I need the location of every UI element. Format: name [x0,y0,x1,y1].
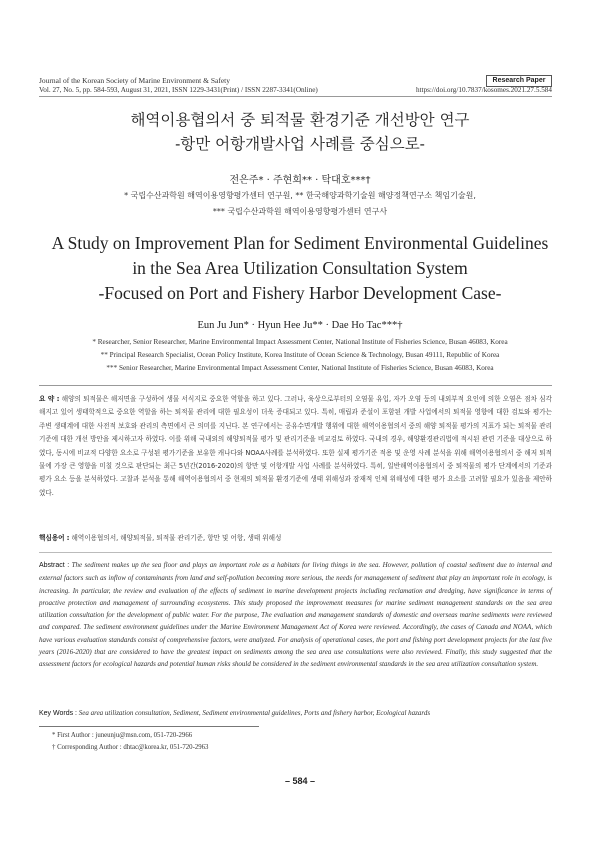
korean-keywords [39,532,552,542]
english-title-line2: in the Sea Area Utilization Consultation System [132,258,468,278]
korean-title-line1: 해역이용협의서 중 퇴적물 환경기준 개선방안 연구 [130,111,470,129]
korean-abstract-text: 해양의 퇴적물은 해저면을 구성하여 생물 서식지로 중요한 역할을 하고 있다. 그러나, 육상으로부터의 오염물 유입, 자가 오염 등의 내외부적 요인에 의한 오염은 점차 심각해지고 있어 생태학적으로 중요한 역할을 하는 퇴적물 관리에 대한 필요성이 더욱 증대되고 있다. 특히, 매립과 준설이 포함된 개발 사업에서의 퇴적물 영향에 대한 검토와 평가는 주변 생태계에 대한 사전적 보호와 관리의 측면에서 큰 의미를 지닌다. 본 연구에서는 공유수면개발 행위에 대한 해역이용협의서 중의 해양 퇴적물 평가의 지표가 되는 퇴적물 관리 기준에 대한 개선 방안을 제시하고자 하였다. 이를 위해 국내외의 해양퇴적물 평가 및 관리기준을 비교검토 하였다. 국내의 경우, 해양환경관리법에 적시된 관련 기준을 대상으로 하였다, 동시에 비교적 다양한 요소로 구성된 평가기준을 보유한 캐나다와 NOAA사례를 분석하였다. 또한 실제 평가기준 적용 및 운영 사례 분석을 위해 해역이용협의서 중 해저 퇴적물에 가장 큰 영향을 미칠 것으로 판단되는 최근 5년간(2016-2020)의 항만 및 어항개발 사업 사례를 분석하였다. 특히, 일반해역이용협의서 중 퇴적물의 평가 단계에서의 기준과 평가 요소 등을 분석하였다. 고찰과 분석을 통해 해역이용협의서 중 현재의 퇴적물 환경기준에 생태 위해성과 잠재적 인체 위해성에 대한 평가 요소를 고려할 필요가 있음을 제안하였다. [39,395,552,497]
page-number: – 584 – [284,776,316,786]
english-keywords-text: Sea area utilization consultation, Sediment, Sediment environmental guidelines, Ports and fishery harbor, Ecological hazards [78,709,431,717]
korean-affiliation1: * 국립수산과학원 해역이용영향평가센터 연구원, ** 한국해양과학기술원 해양정책연구소 책임기술원, [124,191,476,200]
english-affiliation1: * Researcher, Senior Researcher, Marine Environmental Impact Assessment Center, National Institute of Fisheries Science, Busan 46083, Korea [92,338,508,346]
english-abstract-label: Abstract : [39,562,70,569]
title-divider [39,385,552,386]
corresponding-author-footnote: † Corresponding Author : dhtac@korea.kr, 051-720-2963 [52,744,209,751]
first-author-footnote: * First Author : juneunju@msn.com, 051-720-2966 [52,732,193,739]
english-affiliation2: ** Principal Research Specialist, Ocean Policy Institute, Korea Institute of Ocean Science & Technology, Busan 49111, Republic of Korea [100,351,500,359]
english-abstract-text: The sediment makes up the sea floor and plays an important role as a habitats for living things in the sea. However, pollution of coastal sediment due to internal and external factors such as inflow of contaminants from land and self-pollution becoming more serious, the needs for management of sediment that play an important role in ecology, is increasing. In particular, the review and evaluation of the effects of sediment in marine development projects including reclamation and dredging, have significance in terms of proactive protection and management of surrounding ecosystems. This study proposed the improvement measures for marine sediment management standards on the sea area utilization consultation for the development of public water. For the purpose, The evaluation and management standards of domestic and overseas marine sediments were reviewed and compared. The sediment environment guidelines under the Marine Environment Management Act of Korea were reviewed. Accordingly, the cases of Canada and NOAA, which have various evaluation standards consist of comprehensive factors, were analyzed. For analysis of operational cases, the port and fishing port development projects for the last five years (2016-2020) that are considered to have the greatest impact on sediments among the sea area use consultations were also reviewed. Finally, this study suggested that the assessment factors for ecological hazards and potential human risks should be considered in the sediment environmental standards in the sea area utilization consultation system. [39,561,552,669]
english-affiliation3: *** Senior Researcher, Marine Environmental Impact Assessment Center, National Institute of Fisheries Science, Busan 46083, Korea [106,364,494,372]
korean-authors: 전은주* · 주현희** · 탁대호***† [229,175,371,186]
english-keywords-label: Key Words : [39,710,77,717]
korean-abstract-label: 요 약 : [39,395,60,403]
journal-name: Journal of the Korean Society of Marine Environment & Safety [39,76,230,85]
footnote-divider [39,726,259,727]
article-type-badge: Research Paper [486,75,552,87]
korean-keywords-label: 핵심용어 : [39,534,70,542]
korean-abstract [39,393,552,500]
english-keywords [39,709,552,717]
korean-keywords-text: 해역이용협의서, 해양퇴적물, 퇴적물 관리기준, 항만 및 어항, 생태 위해성 [71,534,282,542]
doi-link[interactable]: https://doi.org/10.7837/kosomes.2021.27.5.584 [415,86,552,94]
english-authors: Eun Ju Jun* · Hyun Hee Ju** · Dae Ho Tac***† [197,320,403,331]
abstract-divider [39,552,552,553]
header-divider [39,96,552,97]
english-title-line3: -Focused on Port and Fishery Harbor Development Case- [98,283,502,303]
english-abstract [39,559,552,671]
korean-title-line2: -항만 어항개발사업 사례를 중심으로- [175,135,425,153]
volume-info: Vol. 27, No. 5, pp. 584-593, August 31, 2021, ISSN 1229-3431(Print) / ISSN 2287-3341(Online) [39,86,318,94]
english-title-line1: A Study on Improvement Plan for Sediment Environmental Guidelines [51,233,549,253]
korean-affiliation2: *** 국립수산과학원 해역이용영향평가센터 연구사 [212,207,388,216]
